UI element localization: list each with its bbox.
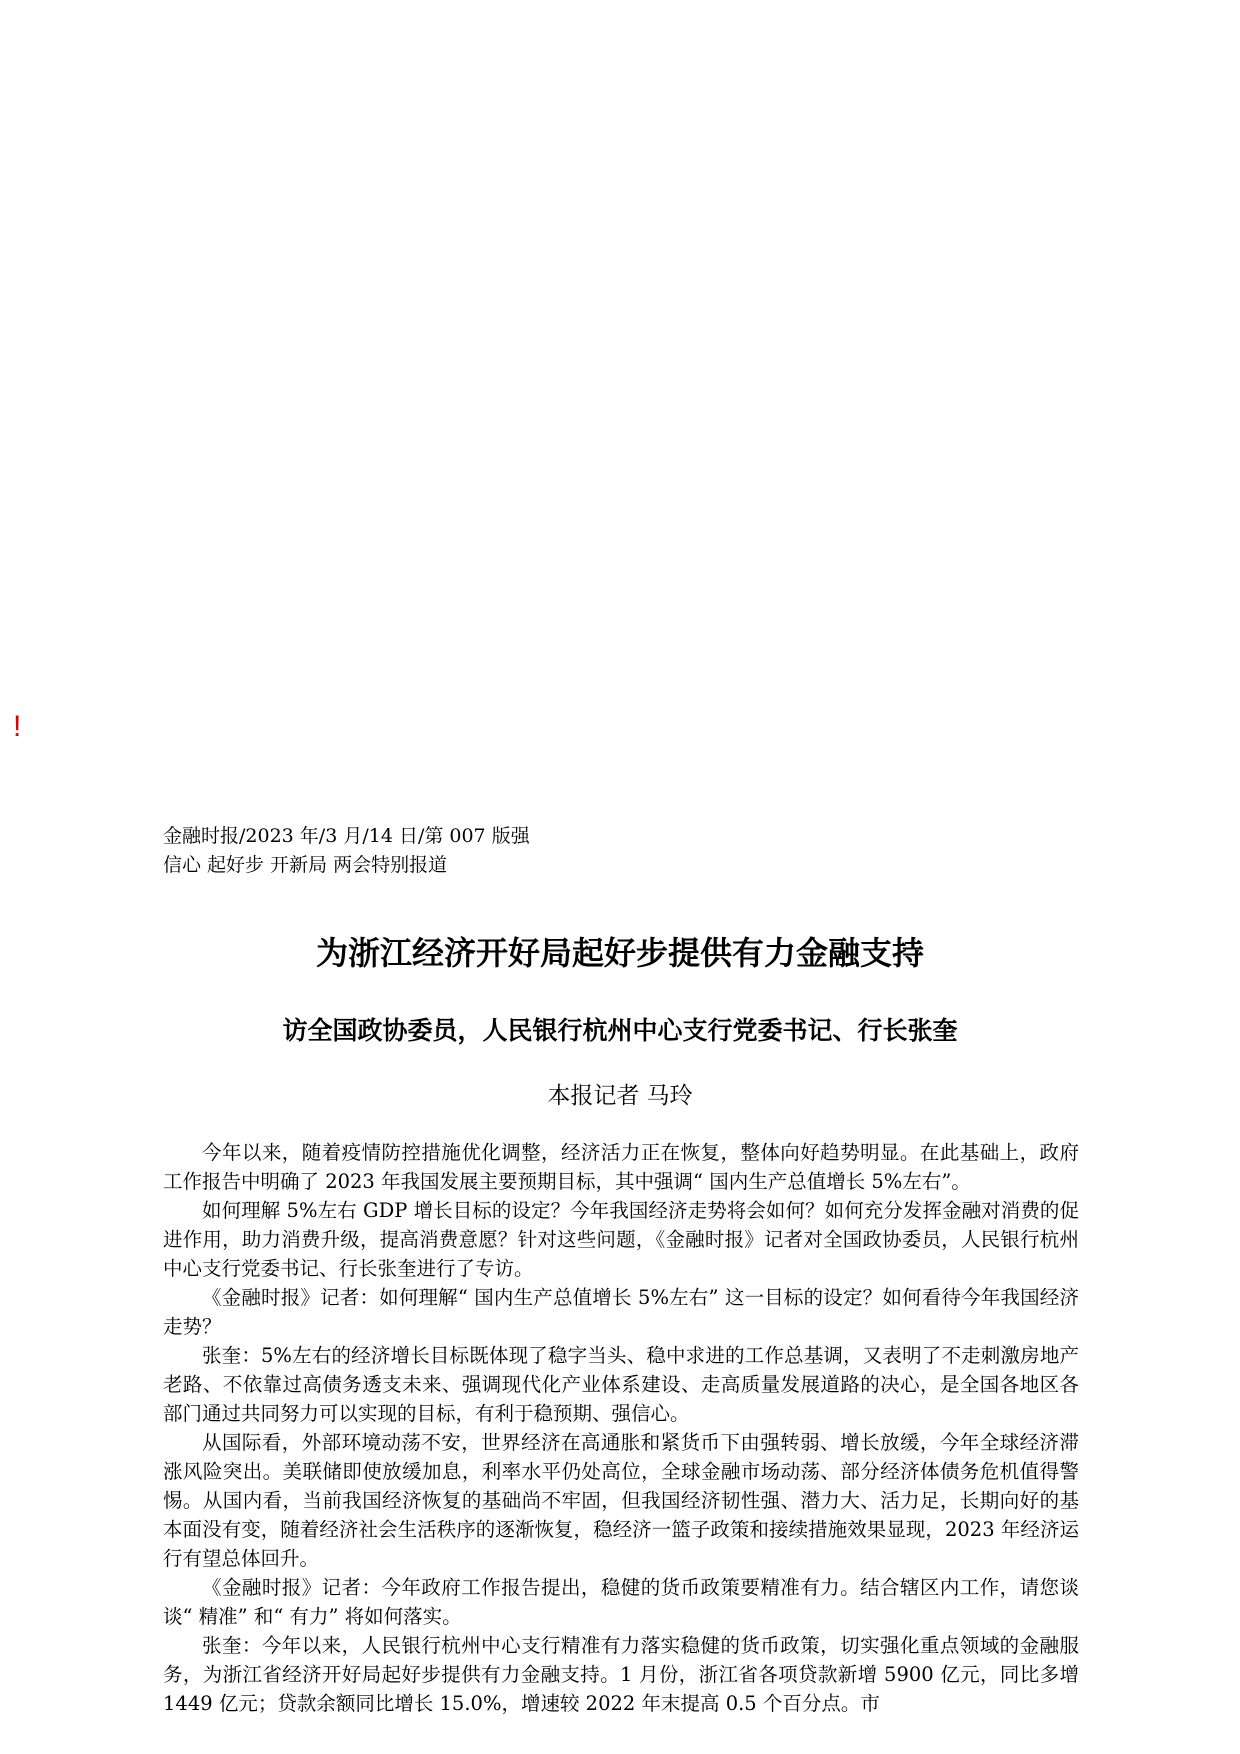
warning-mark: ! <box>13 710 22 743</box>
paragraph: 张奎：5%左右的经济增长目标既体现了稳字当头、稳中求进的工作总基调，又表明了不走刺激房地产老路、不依靠过高债务透支未来、强调现代化产业体系建设、走高质量发展道路的决心，是全国各地区各部门通过共同努力可以实现的目标，有利于稳预期、强信心。 <box>163 1344 1079 1425</box>
byline: 本报记者 马玲 <box>547 1083 693 1109</box>
paragraph: 《金融时报》记者：今年政府工作报告提出，稳健的货币政策要精准有力。结合辖区内工作，请您谈谈“ 精准” 和“ 有力” 将如何落实。 <box>163 1576 1079 1628</box>
article-body <box>163 1138 1079 1754</box>
article-subtitle: 访全国政协委员，人民银行杭州中心支行党委书记、行长张奎 <box>282 1016 958 1045</box>
paragraph: 从国际看，外部环境动荡不安，世界经济在高通胀和紧货币下由强转弱、增长放缓，今年全球经济滞涨风险突出。美联储即使放缓加息，利率水平仍处高位，全球金融市场动荡、部分经济体债务危机值得警惕。从国内看，当前我国经济恢复的基础尚不牢固，但我国经济韧性强、潜力大、活力足，长期向好的基本面没有变，随着经济社会生活秩序的逐渐恢复，稳经济一篮子政策和接续措施效果显现，2023 年经济运行有望总体回升。 <box>163 1431 1079 1570</box>
source-line: 金融时报/2023 年/3 月/14 日/第 007 版强信心 起好步 开新局 两会特别报道 <box>163 825 530 876</box>
article-title: 为浙江经济开好局起好步提供有力金融支持 <box>315 934 924 972</box>
paragraph: 《金融时报》记者：如何理解“ 国内生产总值增长 5%左右” 这一目标的设定？如何看待今年我国经济走势？ <box>163 1286 1079 1338</box>
paragraph: 今年以来，随着疫情防控措施优化调整，经济活力正在恢复，整体向好趋势明显。在此基础上，政府工作报告中明确了 2023 年我国发展主要预期目标，其中强调“ 国内生产总值增长 5%左右”。 <box>163 1141 1079 1193</box>
paragraph: 张奎：今年以来，人民银行杭州中心支行精准有力落实稳健的货币政策，切实强化重点领域的金融服务，为浙江省经济开好局起好步提供有力金融支持。1 月份，浙江省各项贷款新增 5900 亿元，同比多增 1449 亿元；贷款余额同比增长 15.0%，增速较 2022 年末提高 0.5 个百分点。市 <box>163 1634 1079 1715</box>
paragraph: 如何理解 5%左右 GDP 增长目标的设定？今年我国经济走势将会如何？如何充分发挥金融对消费的促进作用，助力消费升级，提高消费意愿？针对这些问题，《金融时报》记者对全国政协委员，人民银行杭州中心支行党委书记、行长张奎进行了专访。 <box>163 1199 1079 1280</box>
